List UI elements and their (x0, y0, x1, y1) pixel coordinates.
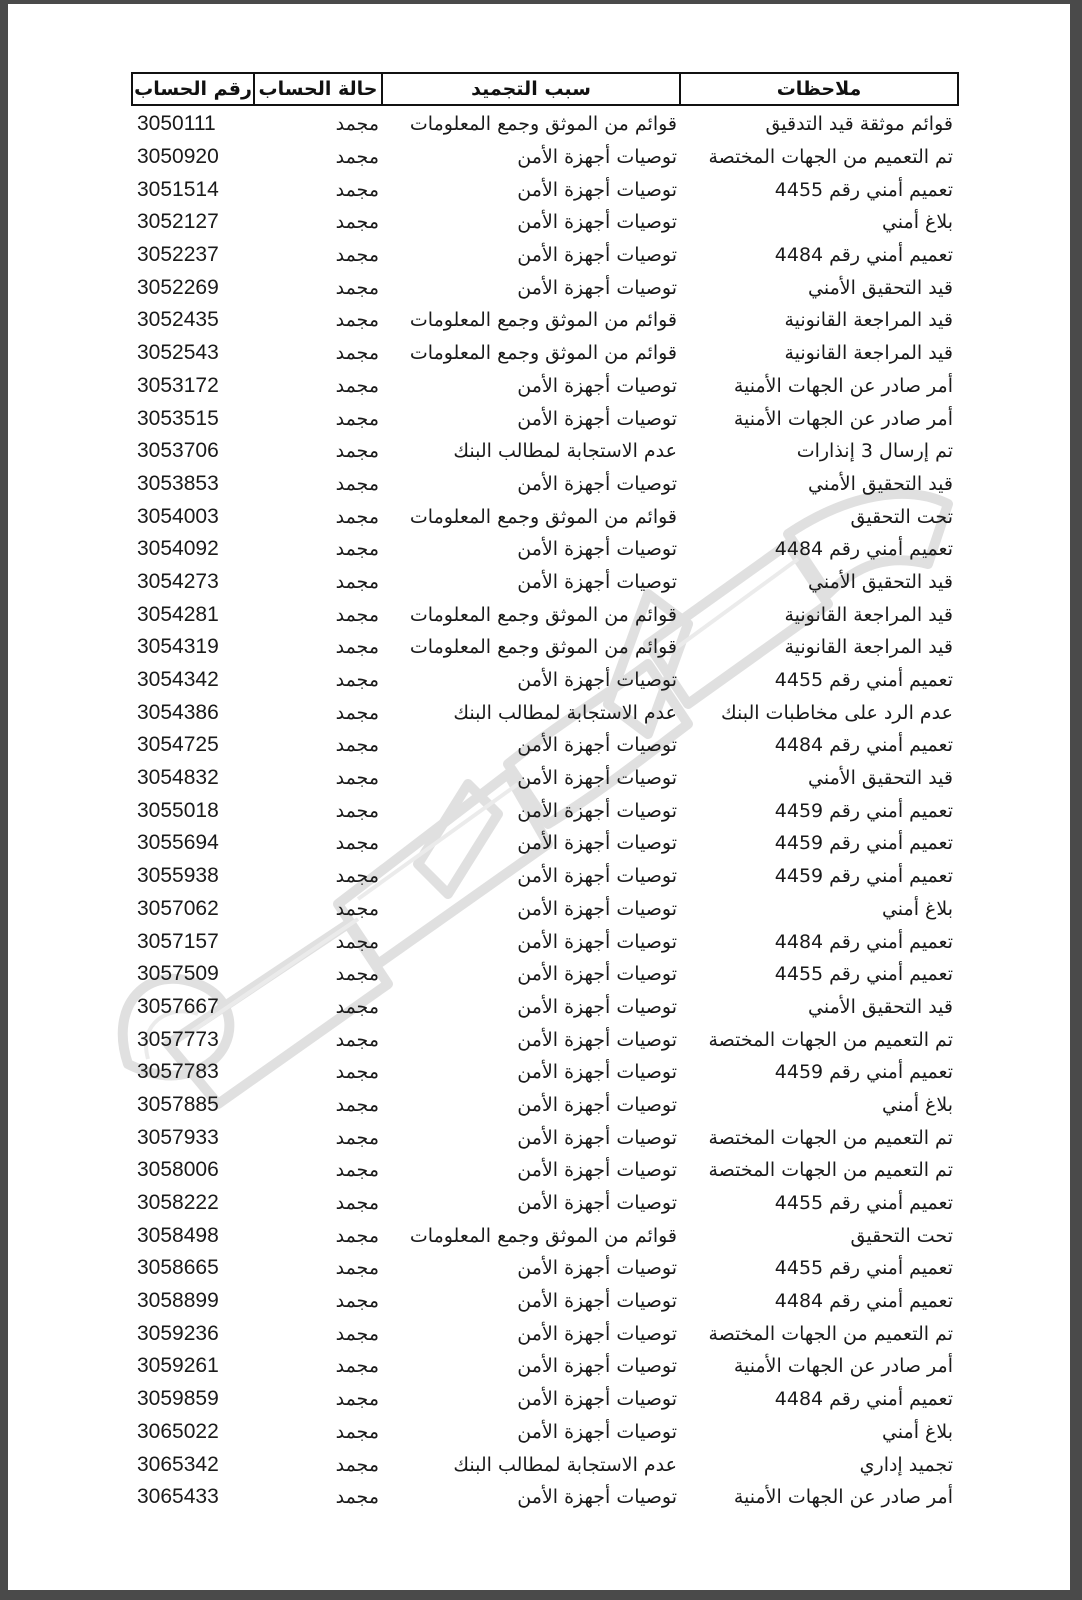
freeze-reason-cell: توصيات أجهزة الأمن (517, 472, 677, 495)
notes-cell: تعميم أمني رقم 4455 (774, 669, 953, 692)
account-number-cell: 3057773 (137, 1027, 219, 1051)
notes-cell: تم إرسال 3 إنذارات (796, 440, 953, 463)
account-number-cell: 3052127 (137, 210, 219, 234)
account-number-cell: 3054725 (137, 733, 219, 757)
header-freeze-reason: سبب التجميد (383, 74, 681, 104)
account-status-cell: مجمد (335, 505, 379, 528)
freeze-reason-cell: توصيات أجهزة الأمن (517, 211, 677, 234)
header-notes: ملاحظات (776, 78, 862, 100)
notes-cell: بلاغ أمني (881, 211, 953, 234)
notes-cell: تم التعميم من الجهات المختصة (708, 1028, 953, 1051)
freeze-reason-cell: قوائم من الموثق وجمع المعلومات (409, 309, 677, 332)
account-number-cell: 3050111 (137, 112, 216, 136)
table-row (131, 304, 959, 337)
account-status-cell: مجمد (335, 865, 379, 888)
account-number-cell: 3057062 (137, 896, 219, 920)
table-row (131, 925, 959, 958)
table-row (131, 991, 959, 1024)
account-number-cell: 3052543 (137, 341, 219, 365)
notes-cell: تعميم أمني رقم 4455 (774, 1257, 953, 1280)
freeze-reason-cell: توصيات أجهزة الأمن (517, 538, 677, 561)
table-row (131, 729, 959, 762)
account-number-cell: 3053853 (137, 471, 219, 495)
account-status-cell: مجمد (335, 407, 379, 430)
freeze-reason-cell: توصيات أجهزة الأمن (517, 1028, 677, 1051)
table-row (131, 1252, 959, 1285)
notes-cell: قيد المراجعة القانونية (784, 636, 953, 659)
account-status-cell: مجمد (335, 1388, 379, 1411)
notes-cell: عدم الرد على مخاطبات البنك (720, 701, 953, 724)
account-number-cell: 3054092 (137, 537, 219, 561)
notes-cell: بلاغ أمني (881, 1093, 953, 1116)
freeze-reason-cell: توصيات أجهزة الأمن (517, 1355, 677, 1378)
notes-cell: تجميد إداري (859, 1453, 953, 1476)
freeze-reason-cell: توصيات أجهزة الأمن (517, 570, 677, 593)
table-row (131, 402, 959, 435)
account-number-cell: 3054003 (137, 504, 219, 528)
freeze-reason-cell: توصيات أجهزة الأمن (517, 767, 677, 790)
notes-cell: تحت التحقيق (850, 505, 953, 528)
notes-cell: تعميم أمني رقم 4484 (774, 734, 953, 757)
account-status-cell: مجمد (335, 1224, 379, 1247)
account-status-cell: مجمد (335, 1061, 379, 1084)
freeze-reason-cell: توصيات أجهزة الأمن (517, 865, 677, 888)
notes-cell: تعميم أمني رقم 4459 (774, 865, 953, 888)
freeze-reason-cell: توصيات أجهزة الأمن (517, 407, 677, 430)
table-row (131, 108, 959, 141)
account-status-cell: مجمد (335, 930, 379, 953)
table-row (131, 631, 959, 664)
table-row (131, 500, 959, 533)
account-number-cell: 3053172 (137, 373, 219, 397)
notes-cell: تعميم أمني رقم 4455 (774, 963, 953, 986)
account-number-cell: 3057933 (137, 1125, 219, 1149)
freeze-reason-cell: توصيات أجهزة الأمن (517, 1420, 677, 1443)
notes-cell: تعميم أمني رقم 4455 (774, 178, 953, 201)
account-number-cell: 3065433 (137, 1485, 219, 1509)
account-status-cell: مجمد (335, 309, 379, 332)
account-status-cell: مجمد (335, 1290, 379, 1313)
notes-cell: تعميم أمني رقم 4459 (774, 1061, 953, 1084)
account-number-cell: 3058498 (137, 1223, 219, 1247)
table-row (131, 958, 959, 991)
table-row (131, 664, 959, 697)
account-number-cell: 3053706 (137, 439, 219, 463)
notes-cell: تم التعميم من الجهات المختصة (708, 1126, 953, 1149)
table-row (131, 696, 959, 729)
account-status-cell: مجمد (335, 1257, 379, 1280)
freeze-reason-cell: توصيات أجهزة الأمن (517, 1126, 677, 1149)
account-number-cell: 3054273 (137, 569, 219, 593)
account-status-cell: مجمد (335, 1355, 379, 1378)
freeze-reason-cell: عدم الاستجابة لمطالب البنك (453, 1453, 677, 1476)
freeze-reason-cell: قوائم من الموثق وجمع المعلومات (409, 1224, 677, 1247)
account-number-cell: 3055938 (137, 864, 219, 888)
freeze-reason-cell: توصيات أجهزة الأمن (517, 963, 677, 986)
table-row (131, 566, 959, 599)
account-number-cell: 3051514 (137, 177, 219, 201)
account-status-cell: مجمد (335, 1028, 379, 1051)
table-row (131, 206, 959, 239)
account-status-cell: مجمد (335, 1453, 379, 1476)
account-number-cell: 3057157 (137, 929, 219, 953)
account-number-cell: 3065022 (137, 1419, 219, 1443)
notes-cell: تعميم أمني رقم 4484 (774, 1290, 953, 1313)
document-page (8, 4, 1070, 1590)
notes-cell: تم التعميم من الجهات المختصة (708, 146, 953, 169)
account-status-cell: مجمد (335, 113, 379, 136)
table-row (131, 1317, 959, 1350)
table-row (131, 860, 959, 893)
account-status-cell: مجمد (335, 1159, 379, 1182)
account-status-cell: مجمد (335, 767, 379, 790)
notes-cell: قوائم موثقة قيد التدقيق (765, 113, 953, 136)
table-row (131, 271, 959, 304)
freeze-reason-cell: توصيات أجهزة الأمن (517, 1192, 677, 1215)
freeze-reason-cell: توصيات أجهزة الأمن (517, 1061, 677, 1084)
table-header (131, 72, 959, 106)
freeze-reason-cell: قوائم من الموثق وجمع المعلومات (409, 636, 677, 659)
table-row (131, 1154, 959, 1187)
notes-cell: قيد التحقيق الأمني (808, 767, 953, 790)
freeze-reason-cell: توصيات أجهزة الأمن (517, 146, 677, 169)
account-number-cell: 3054386 (137, 700, 219, 724)
table-row (131, 435, 959, 468)
frozen-accounts-table (131, 72, 959, 1514)
account-number-cell: 3059859 (137, 1387, 219, 1411)
account-status-cell: مجمد (335, 701, 379, 724)
freeze-reason-cell: توصيات أجهزة الأمن (517, 1322, 677, 1345)
header-account-number: رقم الحساب (133, 74, 255, 104)
notes-cell: تحت التحقيق (850, 1224, 953, 1247)
table-row (131, 173, 959, 206)
freeze-reason-cell: توصيات أجهزة الأمن (517, 276, 677, 299)
account-number-cell: 3054832 (137, 766, 219, 790)
freeze-reason-cell: توصيات أجهزة الأمن (517, 178, 677, 201)
table-body (131, 108, 959, 1514)
account-status-cell: مجمد (335, 963, 379, 986)
account-number-cell: 3054342 (137, 668, 219, 692)
account-number-cell: 3058665 (137, 1256, 219, 1280)
table-row (131, 337, 959, 370)
account-status-cell: مجمد (335, 146, 379, 169)
account-status-cell: مجمد (335, 669, 379, 692)
freeze-reason-cell: توصيات أجهزة الأمن (517, 669, 677, 692)
freeze-reason-cell: توصيات أجهزة الأمن (517, 1486, 677, 1509)
table-row (131, 239, 959, 272)
notes-cell: قيد المراجعة القانونية (784, 603, 953, 626)
freeze-reason-cell: توصيات أجهزة الأمن (517, 374, 677, 397)
table-row (131, 1350, 959, 1383)
freeze-reason-cell: توصيات أجهزة الأمن (517, 1290, 677, 1313)
table-row (131, 141, 959, 174)
notes-cell: قيد التحقيق الأمني (808, 570, 953, 593)
account-number-cell: 3057885 (137, 1092, 219, 1116)
account-status-cell: مجمد (335, 1126, 379, 1149)
account-number-cell: 3052237 (137, 243, 219, 267)
account-number-cell: 3059236 (137, 1321, 219, 1345)
account-status-cell: مجمد (335, 1192, 379, 1215)
notes-cell: تعميم أمني رقم 4459 (774, 832, 953, 855)
notes-cell: تعميم أمني رقم 4484 (774, 1388, 953, 1411)
account-status-cell: مجمد (335, 1486, 379, 1509)
notes-cell: قيد التحقيق الأمني (808, 472, 953, 495)
account-status-cell: مجمد (335, 374, 379, 397)
notes-cell: أمر صادر عن الجهات الأمنية (733, 407, 953, 430)
table-row (131, 1383, 959, 1416)
account-number-cell: 3058006 (137, 1158, 219, 1182)
account-number-cell: 3057509 (137, 962, 219, 986)
table-row (131, 1056, 959, 1089)
account-status-cell: مجمد (335, 440, 379, 463)
account-status-cell: مجمد (335, 1322, 379, 1345)
freeze-reason-cell: قوائم من الموثق وجمع المعلومات (409, 505, 677, 528)
freeze-reason-cell: توصيات أجهزة الأمن (517, 734, 677, 757)
notes-cell: تعميم أمني رقم 4484 (774, 538, 953, 561)
notes-cell: تعميم أمني رقم 4455 (774, 1192, 953, 1215)
notes-cell: قيد المراجعة القانونية (784, 309, 953, 332)
freeze-reason-cell: قوائم من الموثق وجمع المعلومات (409, 603, 677, 626)
freeze-reason-cell: توصيات أجهزة الأمن (517, 1388, 677, 1411)
table-row (131, 827, 959, 860)
account-number-cell: 3055694 (137, 831, 219, 855)
freeze-reason-cell: توصيات أجهزة الأمن (517, 1159, 677, 1182)
table-row (131, 533, 959, 566)
table-row (131, 1481, 959, 1514)
account-status-cell: مجمد (335, 636, 379, 659)
account-number-cell: 3055018 (137, 798, 219, 822)
account-status-cell: مجمد (335, 734, 379, 757)
header-account-status: حالة الحساب (255, 74, 383, 104)
account-status-cell: مجمد (335, 1093, 379, 1116)
table-row (131, 893, 959, 926)
freeze-reason-cell: توصيات أجهزة الأمن (517, 832, 677, 855)
account-status-cell: مجمد (335, 570, 379, 593)
notes-cell: تعميم أمني رقم 4459 (774, 799, 953, 822)
account-number-cell: 3050920 (137, 145, 219, 169)
freeze-reason-cell: عدم الاستجابة لمطالب البنك (453, 701, 677, 724)
table-row (131, 1416, 959, 1449)
account-status-cell: مجمد (335, 178, 379, 201)
freeze-reason-cell: توصيات أجهزة الأمن (517, 930, 677, 953)
account-status-cell: مجمد (335, 276, 379, 299)
notes-cell: قيد المراجعة القانونية (784, 342, 953, 365)
table-row (131, 1219, 959, 1252)
table-row (131, 1121, 959, 1154)
account-status-cell: مجمد (335, 244, 379, 267)
account-number-cell: 3057667 (137, 994, 219, 1018)
account-status-cell: مجمد (335, 1420, 379, 1443)
account-status-cell: مجمد (335, 211, 379, 234)
freeze-reason-cell: قوائم من الموثق وجمع المعلومات (409, 113, 677, 136)
freeze-reason-cell: توصيات أجهزة الأمن (517, 897, 677, 920)
notes-cell: أمر صادر عن الجهات الأمنية (733, 1486, 953, 1509)
table-row (131, 370, 959, 403)
table-row (131, 468, 959, 501)
table-row (131, 794, 959, 827)
account-number-cell: 3059261 (137, 1354, 219, 1378)
freeze-reason-cell: توصيات أجهزة الأمن (517, 1093, 677, 1116)
table-row (131, 1448, 959, 1481)
table-row (131, 598, 959, 631)
account-status-cell: مجمد (335, 832, 379, 855)
account-number-cell: 3052435 (137, 308, 219, 332)
freeze-reason-cell: توصيات أجهزة الأمن (517, 799, 677, 822)
account-status-cell: مجمد (335, 799, 379, 822)
freeze-reason-cell: توصيات أجهزة الأمن (517, 244, 677, 267)
account-number-cell: 3057783 (137, 1060, 219, 1084)
account-status-cell: مجمد (335, 603, 379, 626)
notes-cell: تم التعميم من الجهات المختصة (708, 1322, 953, 1345)
account-number-cell: 3053515 (137, 406, 219, 430)
notes-cell: بلاغ أمني (881, 1420, 953, 1443)
notes-cell: أمر صادر عن الجهات الأمنية (733, 374, 953, 397)
freeze-reason-cell: عدم الاستجابة لمطالب البنك (453, 440, 677, 463)
freeze-reason-cell: قوائم من الموثق وجمع المعلومات (409, 342, 677, 365)
notes-cell: تم التعميم من الجهات المختصة (708, 1159, 953, 1182)
table-row (131, 1089, 959, 1122)
account-number-cell: 3058222 (137, 1191, 219, 1215)
notes-cell: قيد التحقيق الأمني (808, 276, 953, 299)
notes-cell: تعميم أمني رقم 4484 (774, 244, 953, 267)
account-number-cell: 3058899 (137, 1289, 219, 1313)
table-row (131, 1023, 959, 1056)
notes-cell: قيد التحقيق الأمني (808, 995, 953, 1018)
freeze-reason-cell: توصيات أجهزة الأمن (517, 1257, 677, 1280)
table-row (131, 1187, 959, 1220)
notes-cell: بلاغ أمني (881, 897, 953, 920)
account-status-cell: مجمد (335, 897, 379, 920)
notes-cell: تعميم أمني رقم 4484 (774, 930, 953, 953)
account-number-cell: 3065342 (137, 1452, 219, 1476)
account-status-cell: مجمد (335, 342, 379, 365)
freeze-reason-cell: توصيات أجهزة الأمن (517, 995, 677, 1018)
table-row (131, 762, 959, 795)
notes-cell: أمر صادر عن الجهات الأمنية (733, 1355, 953, 1378)
account-status-cell: مجمد (335, 472, 379, 495)
account-status-cell: مجمد (335, 995, 379, 1018)
account-number-cell: 3052269 (137, 275, 219, 299)
table-row (131, 1285, 959, 1318)
account-number-cell: 3054281 (137, 602, 219, 626)
account-status-cell: مجمد (335, 538, 379, 561)
account-number-cell: 3054319 (137, 635, 219, 659)
